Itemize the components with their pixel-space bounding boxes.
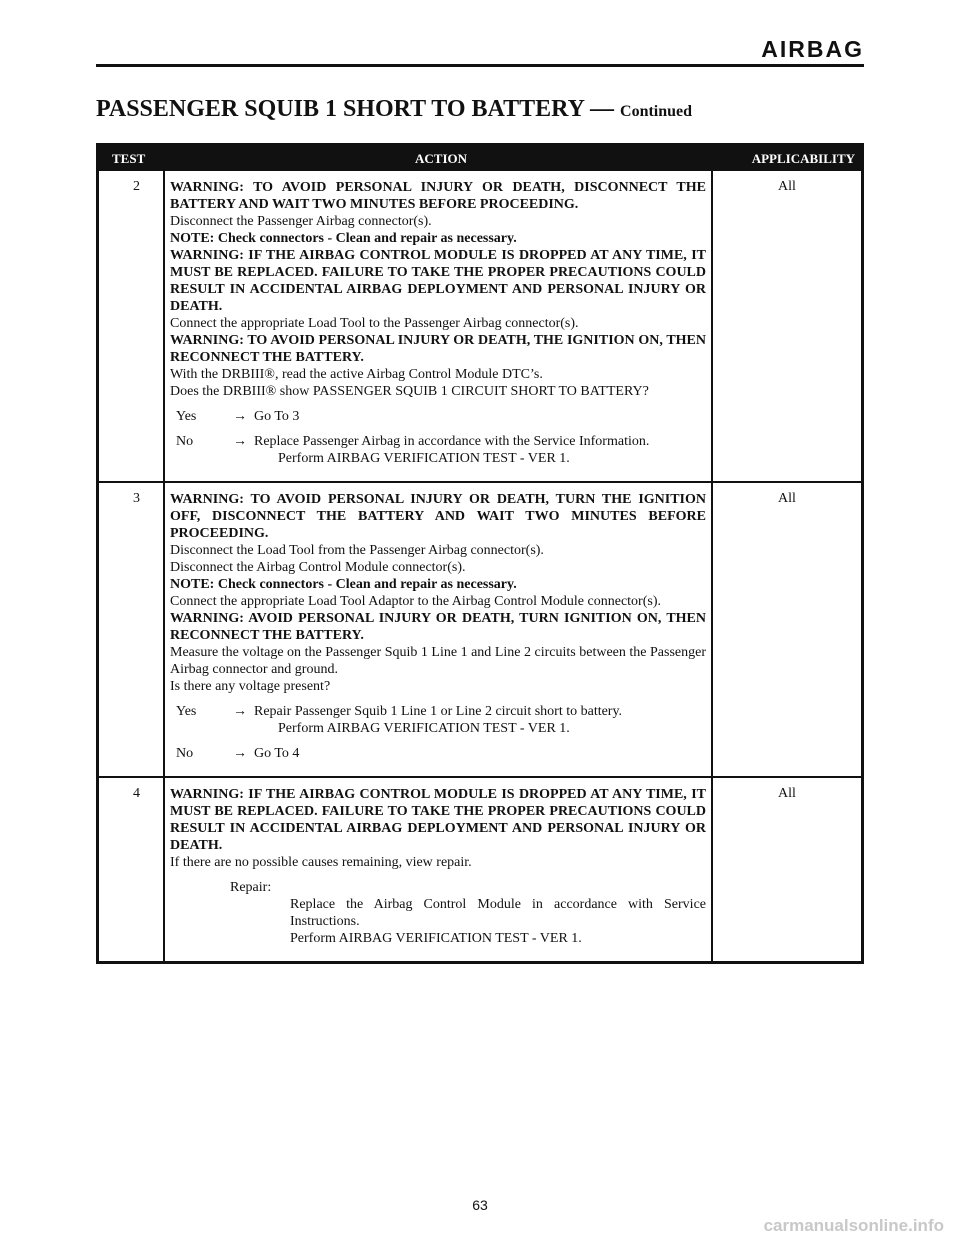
watermark: carmanualsonline.info <box>763 1216 944 1235</box>
table-header <box>99 146 861 171</box>
page-number: 63 <box>472 1197 488 1213</box>
instruction-text: Measure the voltage on the Passenger Squib 1 Line 1 and Line 2 circuits between the Passenger Airbag connector and ground. <box>170 645 706 677</box>
repair-line: Perform AIRBAG VERIFICATION TEST - VER 1. <box>290 931 582 946</box>
branch <box>170 433 706 467</box>
branch-key: No <box>176 434 194 449</box>
branch-continuation: Perform AIRBAG VERIFICATION TEST - VER 1. <box>278 721 570 736</box>
arrow-icon: → <box>233 434 247 449</box>
repair-lines <box>290 896 706 947</box>
warning-text: WARNING: IF THE AIRBAG CONTROL MODULE IS DROPPED AT ANY TIME, IT MUST BE REPLACED. FAILURE TO TAKE THE PROPER PRECAUTIONS COULD RESULT IN ACCIDENTAL AIRBAG DEPLOYMENT AND PERSONAL INJURY OR DEATH. <box>170 248 706 314</box>
applicability-cell: All <box>778 491 796 506</box>
repair-block <box>230 879 706 947</box>
instruction-text: Does the DRBIII® show PASSENGER SQUIB 1 CIRCUIT SHORT TO BATTERY? <box>170 384 649 399</box>
warning-text: WARNING: AVOID PERSONAL INJURY OR DEATH, TURN IGNITION ON, THEN RECONNECT THE BATTERY. <box>170 611 706 643</box>
section-title: AIRBAG <box>761 36 864 62</box>
instruction-text: If there are no possible causes remaining, view repair. <box>170 855 472 870</box>
header-rule <box>96 64 864 67</box>
branch-spacer <box>226 720 254 737</box>
instruction-text: Disconnect the Passenger Airbag connector(s). <box>170 214 432 229</box>
applicability-cell: All <box>778 786 796 801</box>
warning-text: WARNING: IF THE AIRBAG CONTROL MODULE IS DROPPED AT ANY TIME, IT MUST BE REPLACED. FAILURE TO TAKE THE PROPER PRECAUTIONS COULD RESULT IN ACCIDENTAL AIRBAG DEPLOYMENT AND PERSONAL INJURY OR DEATH. <box>170 787 706 853</box>
action-cell <box>165 778 713 961</box>
branch-continuation: Perform AIRBAG VERIFICATION TEST - VER 1. <box>278 451 570 466</box>
branch-text: Go To 4 <box>254 746 300 761</box>
instruction-text: Disconnect the Airbag Control Module connector(s). <box>170 560 466 575</box>
instruction-text: Is there any voltage present? <box>170 679 331 694</box>
page-title-main: PASSENGER SQUIB 1 SHORT TO BATTERY — <box>96 96 615 122</box>
action-cell <box>165 483 713 776</box>
test-number: 2 <box>133 179 140 194</box>
warning-text: WARNING: TO AVOID PERSONAL INJURY OR DEATH, DISCONNECT THE BATTERY AND WAIT TWO MINUTES BEFORE PROCEEDING. <box>170 180 706 212</box>
instruction-text: With the DRBIII®, read the active Airbag Control Module DTC’s. <box>170 367 543 382</box>
repair-line: Replace the Airbag Control Module in accordance with Service Instructions. <box>290 897 706 929</box>
warning-text: NOTE: Check connectors - Clean and repair as necessary. <box>170 577 517 592</box>
branch <box>170 745 706 762</box>
test-number: 4 <box>133 786 140 801</box>
branch-text: Repair Passenger Squib 1 Line 1 or Line 2 circuit short to battery. <box>254 704 623 719</box>
test-cell <box>99 778 165 961</box>
repair-label: Repair: <box>230 880 272 895</box>
arrow-icon: → <box>233 704 247 719</box>
table-row <box>99 776 861 961</box>
header-applicability: APPLICABILITY <box>751 151 855 166</box>
branch <box>170 408 706 425</box>
branch-key: No <box>176 746 194 761</box>
header-test: TEST <box>112 151 146 166</box>
instruction-text: Disconnect the Load Tool from the Passenger Airbag connector(s). <box>170 543 544 558</box>
test-cell <box>99 483 165 776</box>
branch-spacer <box>170 720 226 737</box>
table-row <box>99 481 861 776</box>
instruction-text: Connect the appropriate Load Tool Adaptor to the Airbag Control Module connector(s). <box>170 594 661 609</box>
branch <box>170 703 706 737</box>
page-title <box>96 96 692 123</box>
header-action: ACTION <box>415 151 468 166</box>
branch-text: Replace Passenger Airbag in accordance with the Service Information. <box>254 434 650 449</box>
table-row <box>99 171 861 481</box>
branch-text: Go To 3 <box>254 409 300 424</box>
page-title-continued: Continued <box>620 103 693 120</box>
arrow-icon: → <box>233 409 247 424</box>
branch-spacer <box>170 450 226 467</box>
warning-text: NOTE: Check connectors - Clean and repair as necessary. <box>170 231 517 246</box>
diagnostic-table <box>96 143 864 964</box>
test-cell <box>99 171 165 481</box>
action-cell <box>165 171 713 481</box>
table-body <box>99 171 861 961</box>
test-number: 3 <box>133 491 140 506</box>
branch-spacer <box>226 450 254 467</box>
branch-key: Yes <box>176 704 197 719</box>
applicability-cell: All <box>778 179 796 194</box>
warning-text: WARNING: TO AVOID PERSONAL INJURY OR DEATH, TURN THE IGNITION OFF, DISCONNECT THE BATTERY AND WAIT TWO MINUTES BEFORE PROCEEDING. <box>170 492 706 541</box>
arrow-icon: → <box>233 746 247 761</box>
warning-text: WARNING: TO AVOID PERSONAL INJURY OR DEATH, THE IGNITION ON, THEN RECONNECT THE BATTERY. <box>170 333 706 365</box>
instruction-text: Connect the appropriate Load Tool to the Passenger Airbag connector(s). <box>170 316 579 331</box>
branch-key: Yes <box>176 409 197 424</box>
